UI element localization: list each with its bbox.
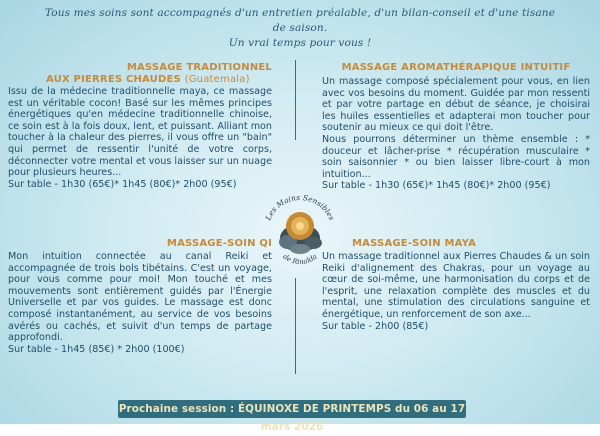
section-aromatherapique (322, 62, 590, 192)
section-maya (322, 238, 590, 332)
flower-icon (286, 212, 314, 240)
divider-top (295, 60, 296, 140)
logo-text-top: Les Mains Sensibles (263, 192, 337, 222)
maya-price: Sur table - 2h00 (85€) (322, 320, 429, 332)
traditionnel-body: Issu de la médecine traditionnelle maya, ce massage est un véritable cocon! Basé sur les mêmes principes énergétiques qu'en médecine traditionnelle chinoise, ce soin est à la fois doux, lent, et puissant. Alliant mon toucher à la chaleur des pierres, il vous offre un "bain" qui permet de ressentir l'unité de votre corps, déconnecter votre mental et vous laisser sur un nuage pour plusieurs heures... (8, 86, 272, 179)
qi-price: Sur table - 1h45 (85€) * 2h00 (100€) (8, 343, 185, 355)
intro-line-2: Un vrai temps pour vous ! (228, 37, 372, 49)
maya-title: MASSAGE-SOIN MAYA (352, 238, 477, 249)
intro-line-1: Tous mes soins sont accompagnés d'un entretien préalable, d'un bilan-conseil et d'une tisane de saison. (44, 7, 556, 34)
traditionnel-subtitle: (Guatemala) (184, 74, 250, 85)
divider-bottom (295, 278, 296, 374)
aromatherapique-title: MASSAGE AROMATHÉRAPIQUE INTUITIF (341, 62, 571, 73)
qi-title: MASSAGE-SOIN QI (166, 238, 272, 249)
traditionnel-title-1: MASSAGE TRADITIONNEL (126, 62, 272, 73)
next-session-banner: Prochaine session : ÉQUINOXE DE PRINTEMPS du 06 au 17 mars 2026 (118, 400, 466, 418)
aromatherapique-body-2: Nous pourrons déterminer un thème ensemble : * douceur et lâcher-prise * récupération musculaire * soin saisonnier * ou bien laisser libre-court à mon intuition... (322, 133, 590, 180)
aromatherapique-body-1: Un massage composé spécialement pour vous, en lien avec vos besoins du moment. Guidée par mon ressenti et par votre partage en début de séance, je choisirai les huiles essentielles et adapterai mon toucher pour soutenir au mieux ce qui doit l'être. (322, 76, 590, 134)
traditionnel-title-2 (8, 74, 272, 86)
intro-text (40, 6, 560, 51)
traditionnel-title-2-text: AUX PIERRES CHAUDES (46, 74, 181, 85)
aromatherapique-price: Sur table - 1h30 (65€)* 1h45 (80€)* 2h00 (95€) (322, 180, 551, 192)
section-traditionnel (8, 62, 272, 190)
maya-body: Un massage traditionnel aux Pierres Chaudes & un soin Reiki d'alignement des Chakras, pour un voyage au cœur de soi-même, une harmonisation du corps et de l'esprit, une relaxation complète des muscles et du mental, une stimulation des circulations sanguine et énergétique, un renforcement de son axe... (322, 251, 590, 320)
qi-body: Mon intuition connectée au canal Reiki et accompagnée de trois bols tibétains. C'est un voyage, pour vous comme pour moi! Mon touché et mes mouvements sont entièrement guidés par l'Énergie Universelle et par vos guides. Le massage est donc composé instantanément, au service de vos besoins avérés ou cachés, et suivit d'un temps de partage approfondi. (8, 251, 272, 344)
traditionnel-price: Sur table - 1h30 (65€)* 1h45 (80€)* 2h00 (95€) (8, 178, 237, 190)
section-qi (8, 238, 272, 355)
logo-text-bottom: de Rinalda (281, 252, 319, 267)
